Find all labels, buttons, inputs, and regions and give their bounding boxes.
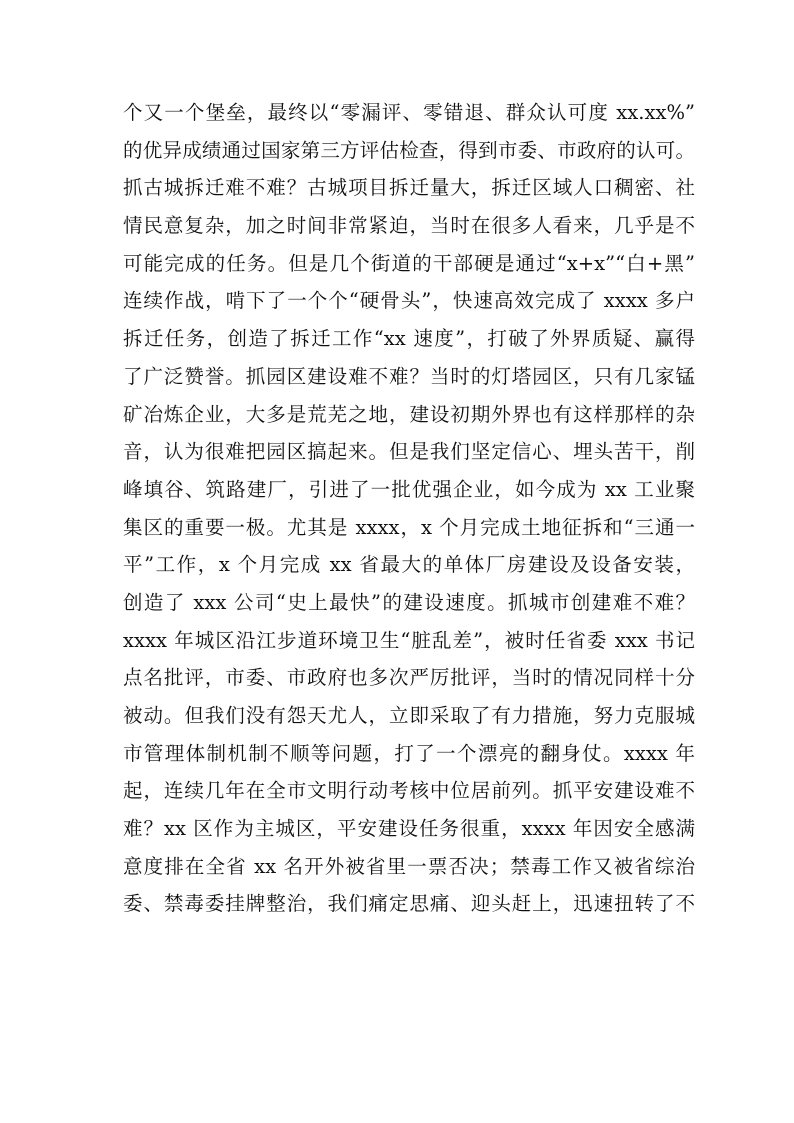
text-line: 可能完成的任务。但是几个街道的干部硬是通过“x+x”“白+黑” xyxy=(123,251,695,275)
text-line: 委、禁毒委挂牌整治，我们痛定思痛、迎头赶上，迅速扭转了不 xyxy=(123,892,695,916)
text-line: 点名批评，市委、市政府也多次严厉批评，当时的情况同样十分 xyxy=(123,666,695,690)
text-line: 难？xx 区作为主城区，平安建设任务很重，xxxx 年因安全感满 xyxy=(123,817,695,841)
text-line: 市管理体制机制不顺等问题，打了一个漂亮的翻身仗。xxxx 年 xyxy=(123,741,695,765)
text-line: 被动。但我们没有怨天尤人，立即采取了有力措施，努力克服城 xyxy=(123,704,695,727)
text-line: 了广泛赞誉。抓园区建设难不难？当时的灯塔园区，只有几家锰 xyxy=(123,364,695,388)
text-line: 集区的重要一极。尤其是 xxxx，x 个月完成土地征拆和“三通一 xyxy=(123,515,695,539)
text-line: 创造了 xxx 公司“史上最快”的建设速度。抓城市创建难不难？ xyxy=(123,590,695,614)
text-line: 情民意复杂，加之时间非常紧迫，当时在很多人看来，几乎是不 xyxy=(123,214,695,238)
text-line: 矿冶炼企业，大多是荒芜之地，建设初期外界也有这样那样的杂 xyxy=(123,402,695,426)
text-line: 拆迁任务，创造了拆迁工作“xx 速度”，打破了外界质疑、赢得 xyxy=(123,327,695,351)
text-line: 起，连续几年在全市文明行动考核中位居前列。抓平安建设难不 xyxy=(123,779,695,803)
text-line: 个又一个堡垒，最终以“零漏评、零错退、群众认可度 xx.xx%” xyxy=(123,101,695,124)
text-line: 平”工作，x 个月完成 xx 省最大的单体厂房建设及设备安装， xyxy=(123,553,695,577)
body-text xyxy=(123,94,695,923)
text-line: 抓古城拆迁难不难？古城项目拆迁量大，拆迁区域人口稠密、社 xyxy=(123,176,695,200)
text-line: 峰填谷、筑路建厂，引进了一批优强企业，如今成为 xx 工业聚 xyxy=(123,477,695,501)
text-line: xxxx 年城区沿江步道环境卫生“脏乱差”，被时任省委 xxx 书记 xyxy=(123,628,695,652)
text-line: 音，认为很难把园区搞起来。但是我们坚定信心、埋头苦干，削 xyxy=(123,440,695,464)
text-line: 意度排在全省 xx 名开外被省里一票否决；禁毒工作又被省综治 xyxy=(123,854,695,878)
text-line: 连续作战，啃下了一个个“硬骨头”，快速高效完成了 xxxx 多户 xyxy=(123,289,695,313)
text-line: 的优异成绩通过国家第三方评估检查，得到市委、市政府的认可。 xyxy=(123,138,695,162)
